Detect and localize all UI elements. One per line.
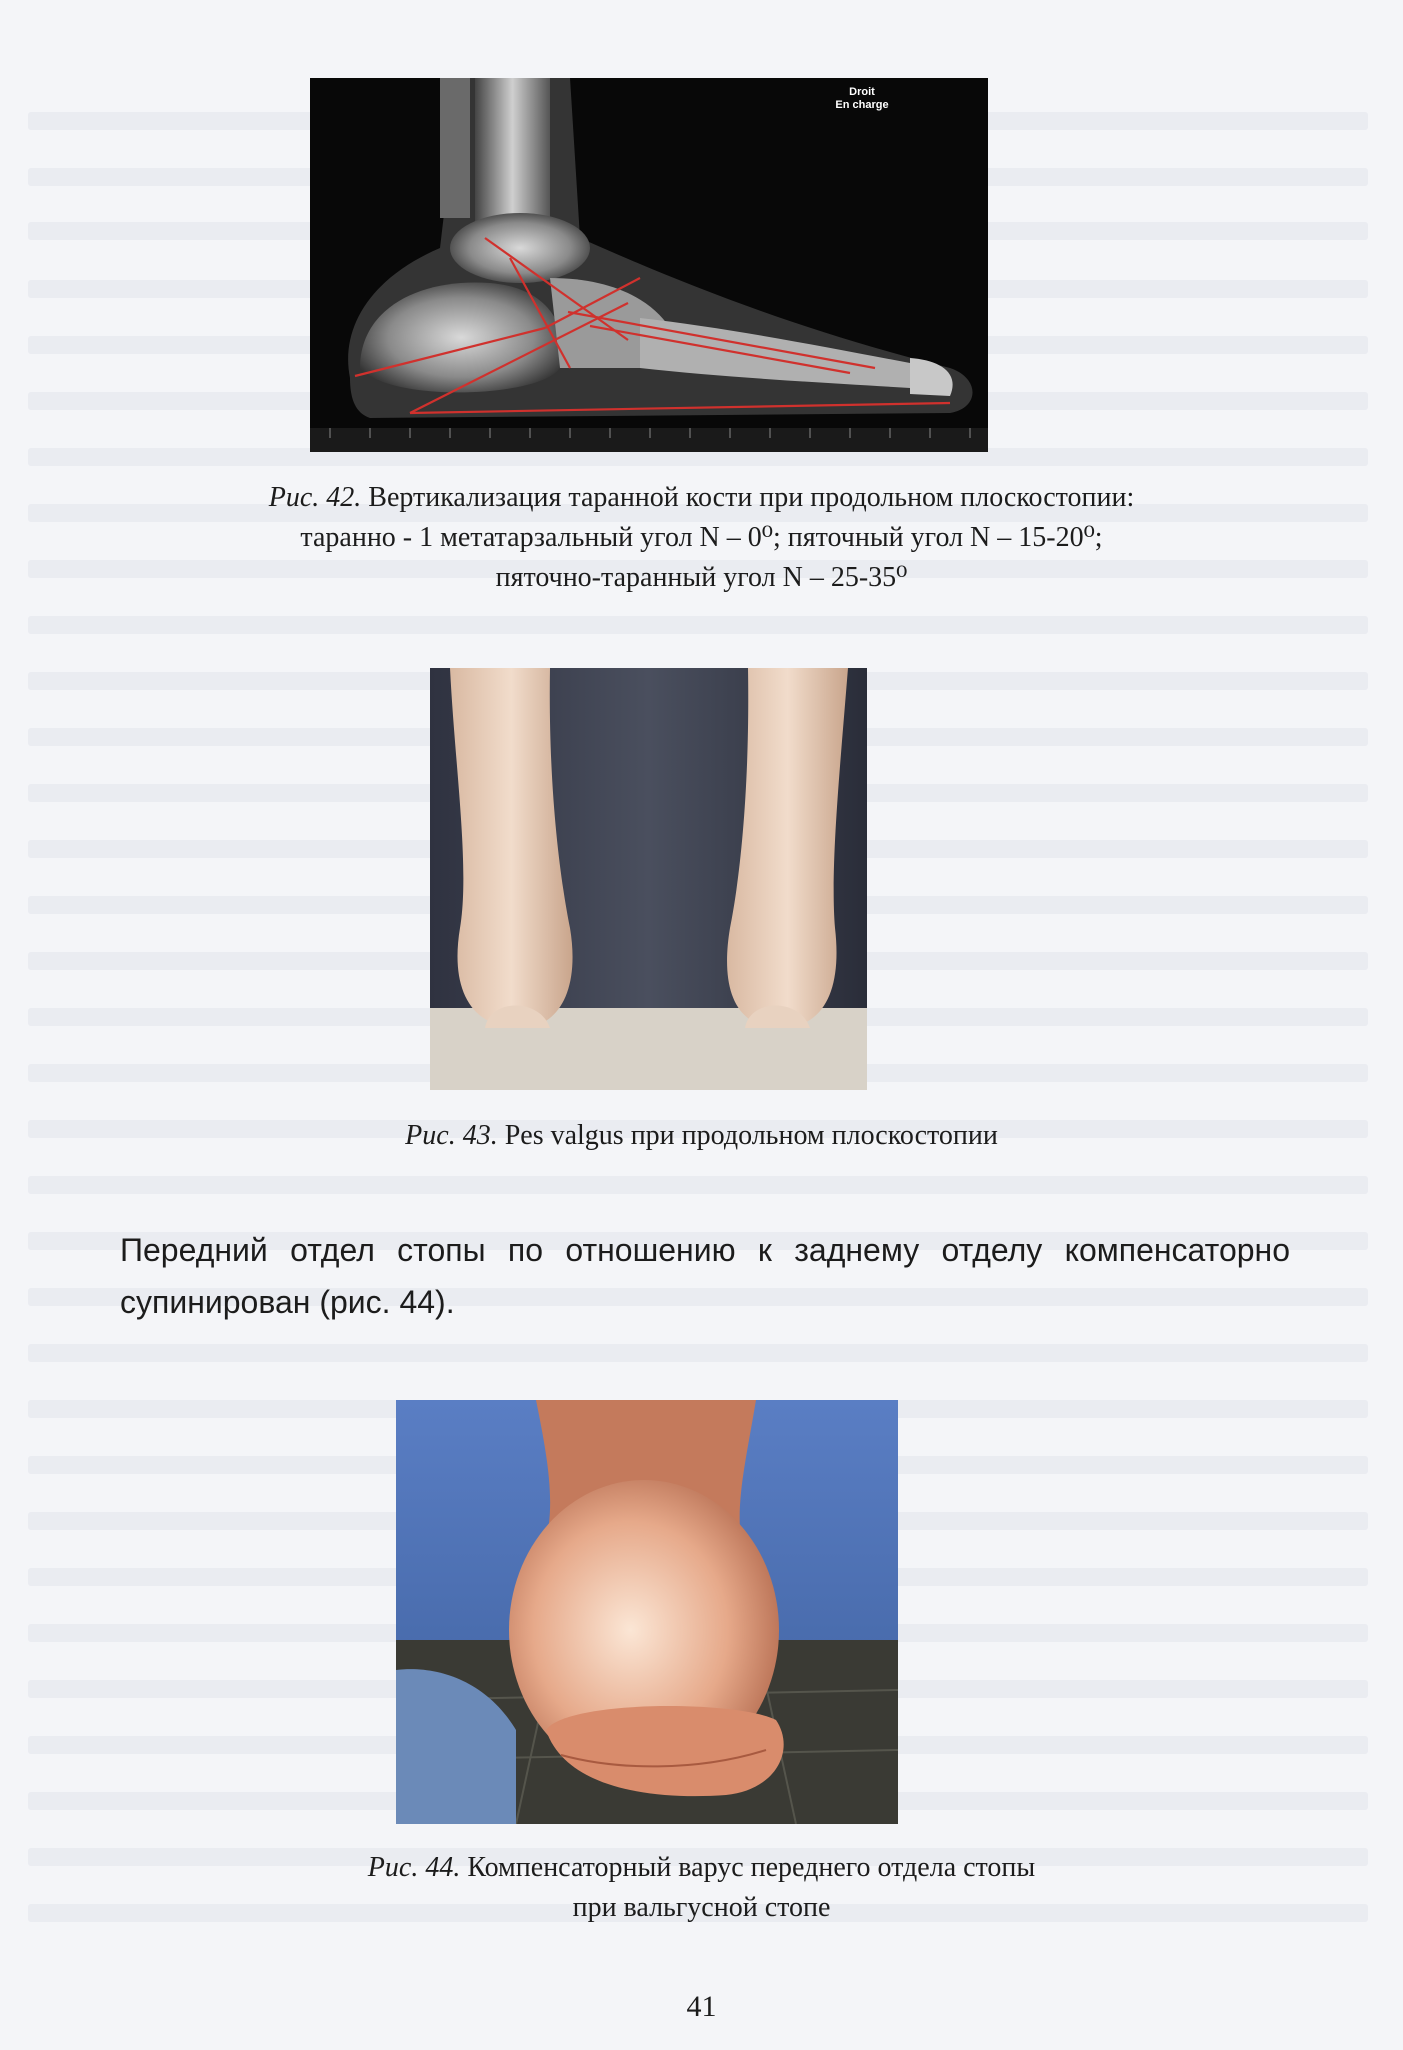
figure-42-label: Рис. 42. xyxy=(268,482,362,513)
xray-label-mode: En charge xyxy=(835,99,889,111)
figure-42-caption xyxy=(0,478,1403,598)
figure-44-caption xyxy=(0,1848,1403,1928)
forefoot-photo-figure xyxy=(396,1400,898,1824)
figure-44-label: Рис. 44. xyxy=(367,1852,461,1883)
heels-photo-image xyxy=(430,668,867,1090)
xray-label xyxy=(822,86,902,112)
figure-42-caption-line1: Вертикализация таранной кости при продольном плоскостопии: xyxy=(368,482,1135,513)
figure-43-caption-text: Pes valgus при продольном плоскостопии xyxy=(504,1120,998,1151)
figure-43-caption xyxy=(0,1116,1403,1156)
forefoot-photo-image xyxy=(396,1400,898,1824)
figure-42-caption-line2: таранно - 1 метатарзальный угол N – 0⁰; пяточный угол N – 15-20⁰; xyxy=(300,522,1103,553)
figure-42-caption-line3: пяточно-таранный угол N – 25-35⁰ xyxy=(495,562,908,593)
xray-label-side: Droit xyxy=(849,86,875,98)
xray-figure xyxy=(310,78,988,452)
figure-44-caption-line1: Компенсаторный варус переднего отдела стопы xyxy=(467,1852,1036,1883)
page-number: 41 xyxy=(686,1990,717,2023)
body-paragraph: Передний отдел стопы по отношению к заднему отделу компенсаторно супинирован (рис. 44). xyxy=(120,1232,1290,1320)
xray-foot-image xyxy=(310,78,988,452)
heels-photo-figure xyxy=(430,668,867,1090)
figure-43-label: Рис. 43. xyxy=(405,1120,498,1151)
figure-44-caption-line2: при вальгусной стопе xyxy=(572,1892,831,1923)
